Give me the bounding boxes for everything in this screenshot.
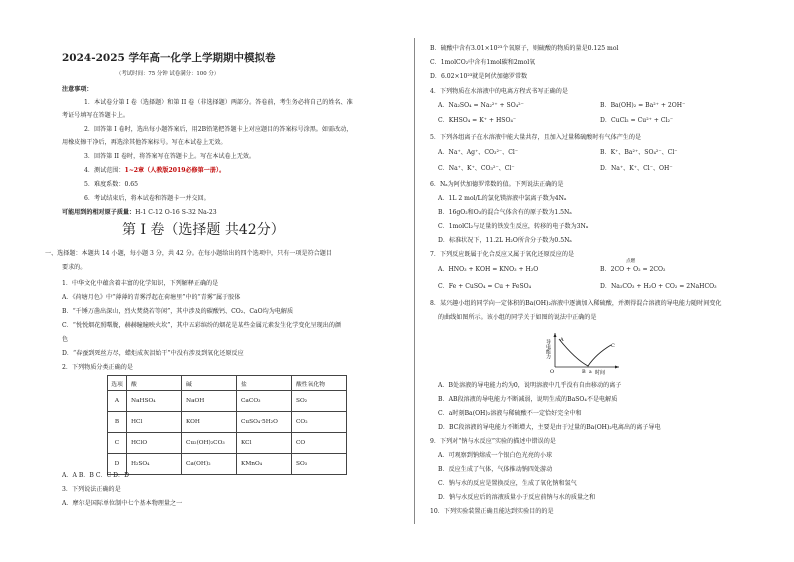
conductivity-curve <box>559 339 611 366</box>
atomic-masses-values: H-1 C-12 O-16 S-32 Na-23 <box>135 209 217 216</box>
note-line: 用橡皮擦干净后，再选涂其他答案标号。写在本试卷上无效。 <box>62 139 227 146</box>
q2-stem: 2．下列物质分类正确的是 <box>62 364 133 371</box>
note-line: 2．回答第 I 卷时，选出每小题答案后，用2B铅笔把答题卡上对应题目的答案标号涂黑。如需改动， <box>84 126 353 133</box>
point-a-label: A <box>560 337 564 343</box>
q5-stem: 5．下列各组离子在水溶液中能大量共存，且加入过量稀硫酸时有气体产生的是 <box>430 134 642 141</box>
instructions-line: 一、选择题：本题共 14 小题，每小题 3 分，共 42 分。在每小题给出的四个选项中，只有一项是符合题目 <box>45 250 332 257</box>
q9-option: D．钠与水反应后的溶液质量小于反应前钠与水的质量之和 <box>438 494 596 501</box>
q1-option: B．“千锤万凿出深山，烈火焚烧若等闲”，其中涉及的碳酸钙、CO₂、CaO均为电解质 <box>62 308 294 315</box>
table-cell: KCl <box>237 433 292 454</box>
table-row <box>108 433 347 454</box>
table-cell: D <box>108 454 127 475</box>
q4-option: D．CuCl₂ = Cu²⁺ + Cl₂⁻ <box>600 117 674 124</box>
table-cell: CO <box>292 433 347 454</box>
point-c-label: C <box>611 343 615 349</box>
table-header: 酸 <box>127 376 182 391</box>
table-cell: KMnO₄ <box>237 454 292 475</box>
q5-option: C．Na⁺、K⁺、CO₃²⁻、Cl⁻ <box>438 165 515 172</box>
table-cell: CuSO₄·5H₂O <box>237 412 292 433</box>
q8-option: B．AB段溶液的导电能力不断减弱，说明生成的BaSO₄不是电解质 <box>438 396 618 403</box>
q5-option: A．Na⁺、Ag⁺、CO₃²⁻、Cl⁻ <box>438 149 519 156</box>
q4-option: A．Na₂SO₄ = Na₂²⁺ + SO₄²⁻ <box>438 102 524 109</box>
q6-stem: 6．Nₐ为阿伏加德罗常数的值。下列说法正确的是 <box>430 181 564 188</box>
q4-option: B．Ba(OH)₂ = Ba²⁺ + 2OH⁻ <box>600 102 686 109</box>
q9-option: C．钠与水的反应是置换反应，生成了氧化钠和氢气 <box>438 480 577 487</box>
q9-option: A．可观察到钠熔成一个银白色光亮的小球 <box>438 452 553 459</box>
table-header: 酸性氧化物 <box>292 376 347 391</box>
q3-option: C．1molCO₂中含有1mol碳和2mol氧 <box>430 59 536 66</box>
table-cell: Cu₂(OH)₂CO₃ <box>182 433 237 454</box>
y-axis-arrow <box>554 333 557 337</box>
table-cell: SO₃ <box>292 454 347 475</box>
table-cell: SO₂ <box>292 391 347 412</box>
q5-option: D．Na⁺、K⁺、Cl⁻、OH⁻ <box>600 165 673 172</box>
column-divider <box>414 38 415 524</box>
q6-option: B．16gO₂和O₃的混合气体含有的原子数为1.5Nₐ <box>438 209 572 216</box>
table-row <box>108 376 347 391</box>
q10-stem: 10．下列实验装置正确且能达到实验目的的是 <box>430 508 554 515</box>
q9-stem: 9．下列对“钠与水反应”实验的描述中错误的是 <box>430 438 556 445</box>
x-axis-label: 时间 <box>595 370 606 375</box>
q5-option: B．K⁺、Ba²⁺、SO₄²⁻、Cl⁻ <box>600 149 678 156</box>
q8-stem: 的曲线如图所示。该小组的同学关于如图的说法中正确的是 <box>438 314 597 321</box>
section-title: 第 I 卷（选择题 共42分） <box>122 222 285 238</box>
table-row <box>108 454 347 475</box>
table-cell: CO₂ <box>292 412 347 433</box>
q1-stem: 1．中华文化中蕴含着丰富的化学知识，下列解释正确的是 <box>62 280 219 287</box>
note-range-label: 4．测试范围： <box>84 167 125 174</box>
atomic-masses <box>62 209 217 216</box>
x-axis-arrow <box>615 366 619 369</box>
q8-option: D．BC段溶液的导电能力不断增大，主要是由于过量的Ba(OH)₂电离出的离子导电 <box>438 424 661 431</box>
table-cell: H₂SO₄ <box>127 454 182 475</box>
y-axis-label: 导电能力 <box>545 339 551 359</box>
q2-answers: A．A B．B C．C D．D <box>62 472 130 479</box>
time-a-label: a <box>589 370 592 375</box>
table-cell: CaCO₃ <box>237 391 292 412</box>
q7-option: C．Fe + CuSO₄ = Cu + FeSO₄ <box>438 283 532 290</box>
q1-option: D．“春蚕到死丝方尽，蜡炬成灰泪始干”中没有涉及到氧化还原反应 <box>62 350 244 357</box>
q9-option: B．反应生成了气体，气体推动钠四处游动 <box>438 466 553 473</box>
note-line: 6．考试结束后，将本试卷和答题卡一并交回。 <box>84 195 210 202</box>
note-line: 1．本试卷分第 I 卷（选择题）和第 II 卷（非选择题）两部分。答卷前，考生务必将自己的姓名、准 <box>84 99 353 106</box>
q3-option: B．硫酸中含有3.01×10²³个氧原子，则硫酸的物质的量是0.125 mol <box>430 45 619 52</box>
table-cell: Ca(OH)₂ <box>182 454 237 475</box>
table-cell: HClO <box>127 433 182 454</box>
table-cell: NaHSO₄ <box>127 391 182 412</box>
q7-option: D．Na₂CO₃ + H₂O + CO₂ = 2NaHCO₃ <box>600 283 717 290</box>
table-cell: NaOH <box>182 391 237 412</box>
table-row <box>108 412 347 433</box>
table-header: 选项 <box>108 376 127 391</box>
q7-option: A．HNO₃ + KOH = KNO₃ + H₂O <box>438 266 539 273</box>
q3-stem: 3．下列说法正确的是 <box>62 486 121 493</box>
classification-table <box>107 375 347 475</box>
q8-option: C．a时刻Ba(OH)₂溶液与稀硫酸不一定恰好完全中和 <box>438 410 582 417</box>
table-cell: KOH <box>182 412 237 433</box>
q7-condition: 点燃 <box>626 259 636 264</box>
q4-option: C．KHSO₄ = K⁺ + HSO₄⁻ <box>438 117 517 124</box>
q6-option: D．标准状况下，11.2L H₂O所含分子数为0.5Nₐ <box>438 237 572 244</box>
q1-option: C．“悦悦烟花照曙胧，赫赫瞳瞳映火坎”，其中五彩缤纷的烟花是某些金属元素发生化学变化呈现出的颜 <box>62 322 342 329</box>
q7-option: B．2CO + O₂ = 2CO₂ <box>600 266 666 273</box>
instructions-line: 要求的。 <box>62 264 87 271</box>
table-header: 碱 <box>182 376 237 391</box>
table-cell: A <box>108 391 127 412</box>
table-cell: B <box>108 412 127 433</box>
note-line <box>84 167 225 174</box>
conductivity-chart <box>543 331 623 375</box>
q3-option: A．摩尔是国际单位制中七个基本物理量之一 <box>62 500 183 507</box>
q6-option: A．1L 2 mol/L的氯化镁溶液中氯离子数为4Nₐ <box>438 195 567 202</box>
q4-stem: 4．下列物质在水溶液中的电离方程式书写正确的是 <box>430 88 568 95</box>
q7-stem: 7．下列反应既属于化合反应又属于氧化还原反应的是 <box>430 251 575 258</box>
table-cell: HCl <box>127 412 182 433</box>
exam-info: （考试时间：75 分钟 试卷满分：100 分） <box>116 71 220 77</box>
notes-heading: 注意事项： <box>62 86 93 93</box>
table-header: 盐 <box>237 376 292 391</box>
origin-label: O <box>550 369 555 375</box>
page-title: 2024-2025 学年高一化学上学期期中模拟卷 <box>62 52 276 64</box>
note-line: 考证号填写在答题卡上。 <box>62 112 130 119</box>
q1-option: A．《荷塘月色》中“薄薄的青雾浮起在荷塘里”中的“青雾”属于胶体 <box>62 294 241 301</box>
atomic-masses-label: 可能用到的相对原子质量： <box>62 209 136 216</box>
q8-option: A．B处溶液的导电能力约为0，说明溶液中几乎没有自由移动的离子 <box>438 382 622 389</box>
note-line: 3．回答第 II 卷时，将答案写在答题卡上。写在本试卷上无效。 <box>84 153 256 160</box>
point-b-label: B <box>582 369 586 375</box>
table-row <box>108 391 347 412</box>
q8-stem: 8．某兴趣小组的同学向一定体积的Ba(OH)₂溶液中逐滴加入稀硫酸，并测得混合溶液的导电能力随时间变化 <box>430 300 722 307</box>
q1-option: 色 <box>62 336 69 343</box>
table-cell: C <box>108 433 127 454</box>
note-line: 5．难度系数：0.65 <box>84 181 139 188</box>
q6-option: C．1molCl₂与足量的铁发生反应，转移的电子数为3Nₐ <box>438 223 589 230</box>
q3-option: D．6.02×10²³就是阿伏加德罗常数 <box>430 73 528 80</box>
note-range: 1~2章（人教版2019必修第一册）。 <box>124 167 226 174</box>
